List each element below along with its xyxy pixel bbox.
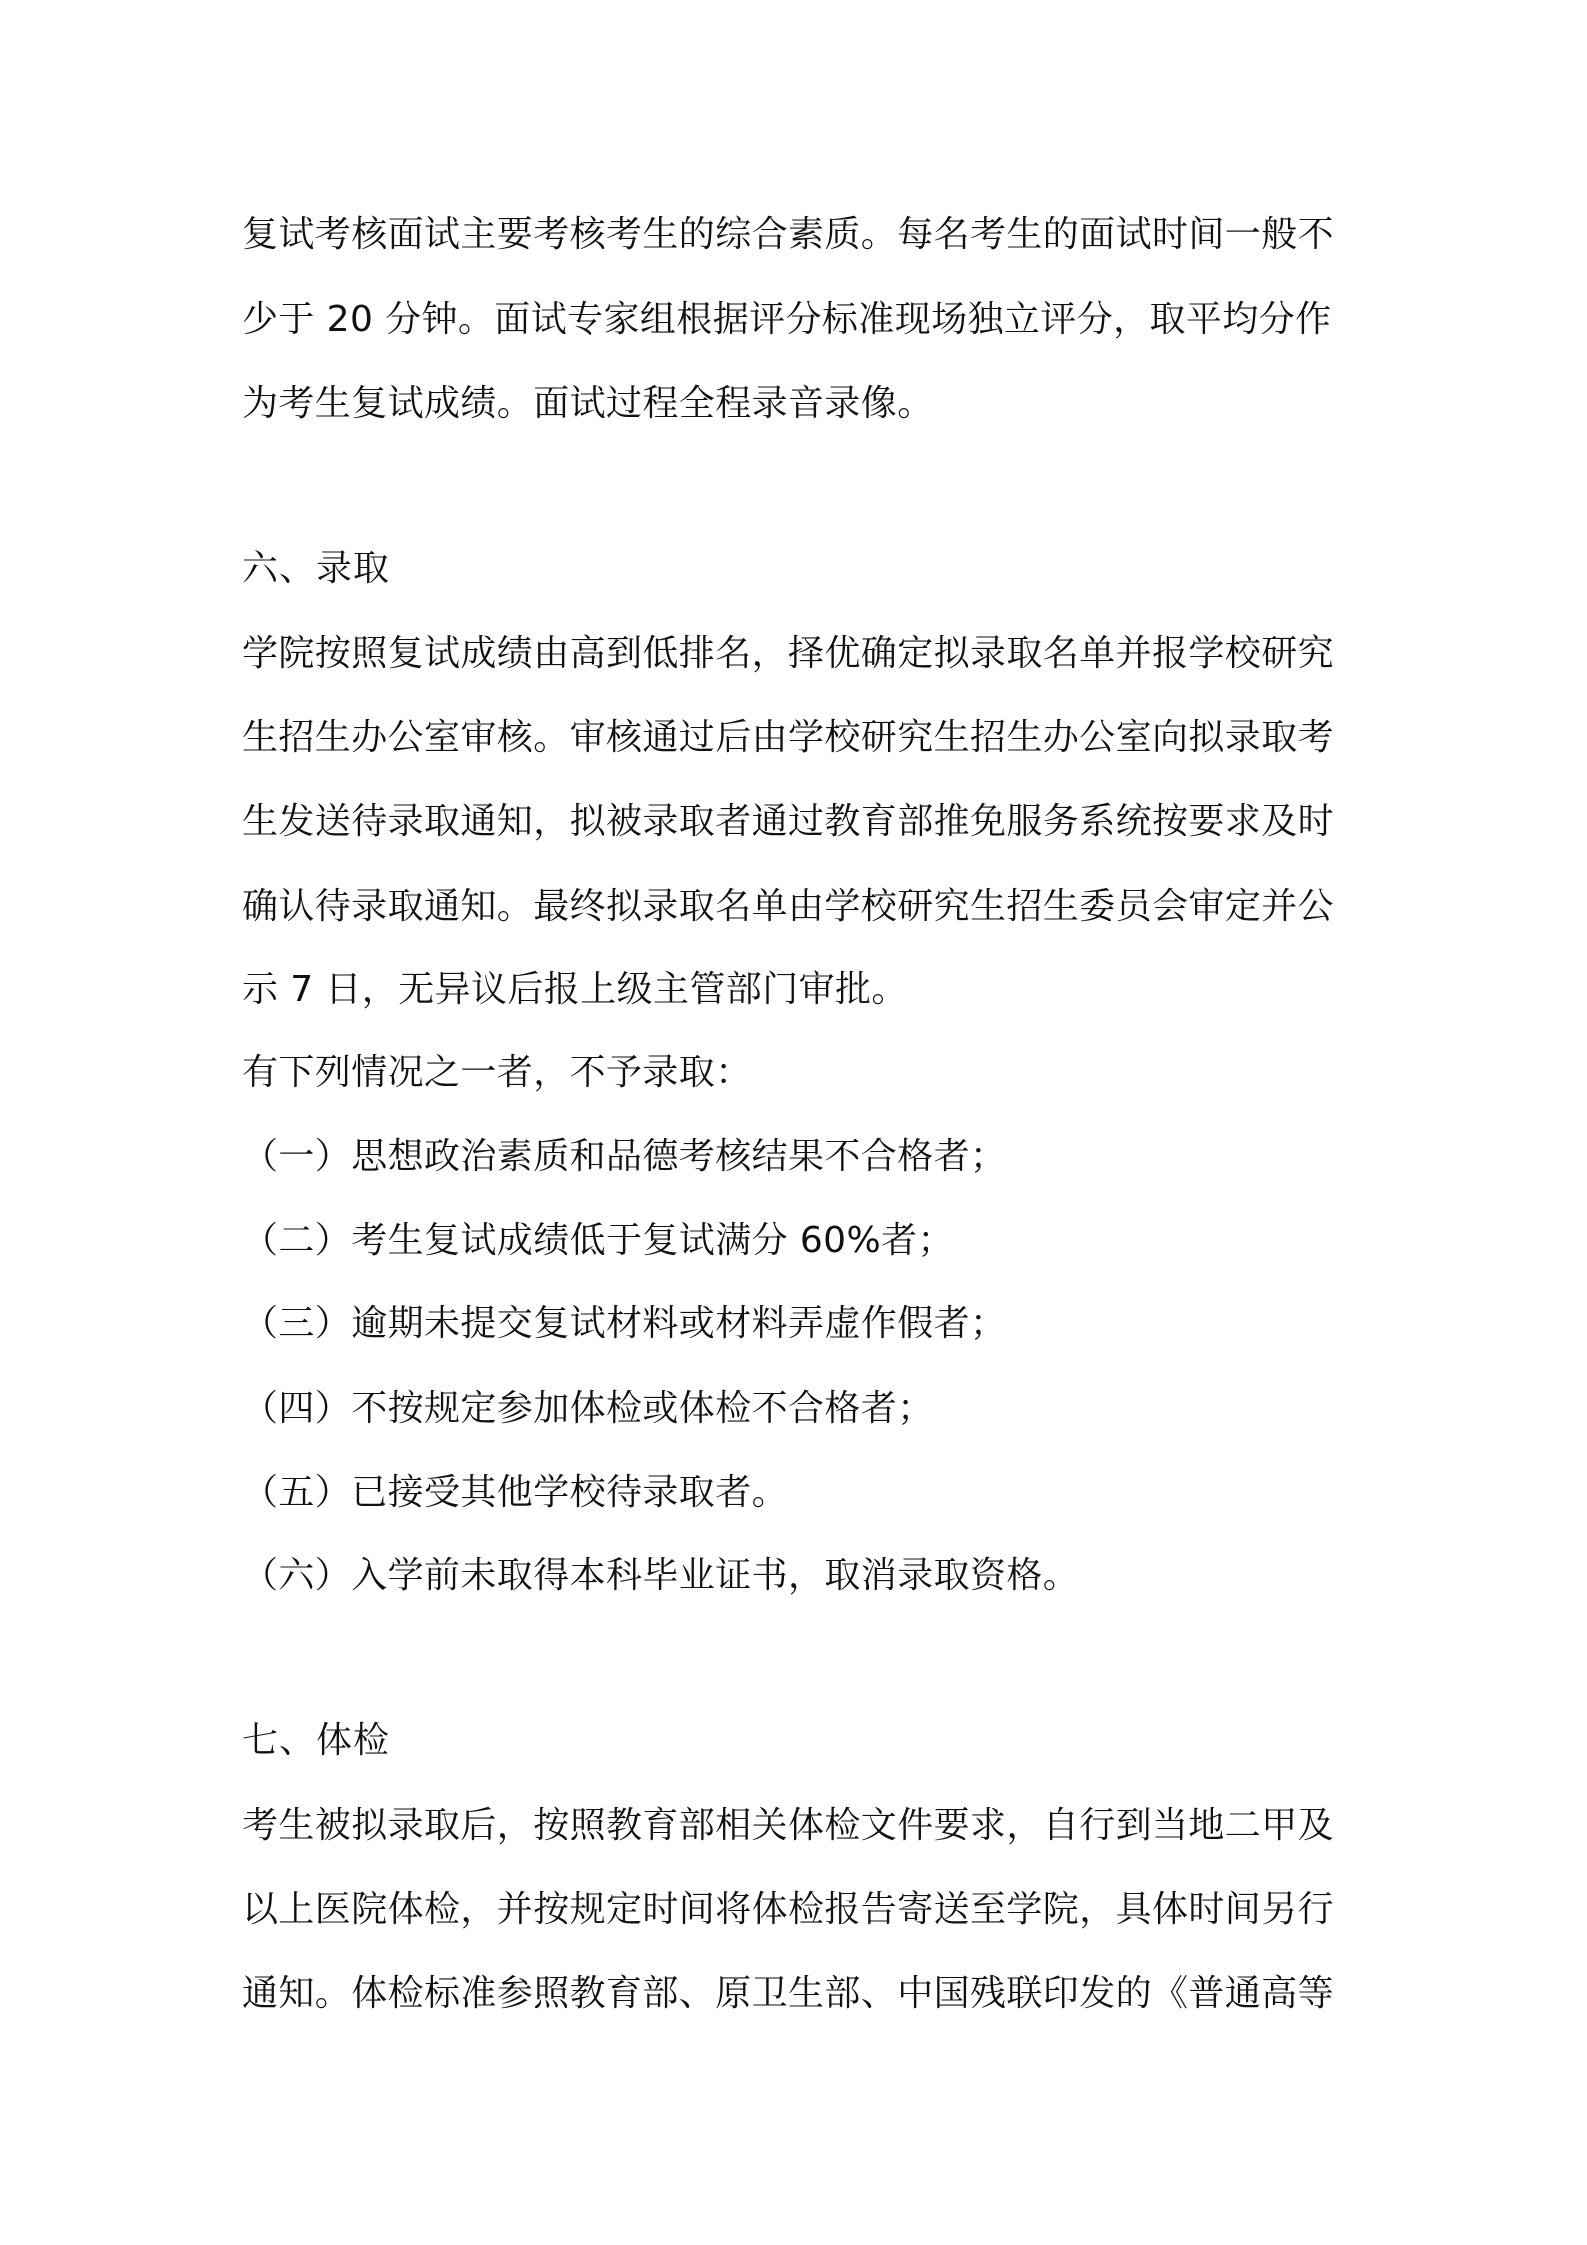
paragraph-line: 学院按照复试成绩由高到低排名，择优确定拟录取名单并报学校研究 <box>242 633 1335 674</box>
exclusion-item: （五）已接受其他学校待录取者。 <box>242 1472 789 1513</box>
paragraph-line: 确认待录取通知。最终拟录取名单由学校研究生招生委员会审定并公 <box>242 886 1335 927</box>
paragraph-line: 生发送待录取通知，拟被录取者通过教育部推免服务系统按要求及时 <box>242 801 1335 842</box>
paragraph-line: 为考生复试成绩。面试过程全程录音录像。 <box>242 383 934 424</box>
exclusion-intro: 有下列情况之一者，不予录取： <box>242 1052 752 1093</box>
exclusion-item: （二）考生复试成绩低于复试满分 60%者； <box>242 1220 954 1261</box>
paragraph-line: 考生被拟录取后，按照教育部相关体检文件要求，自行到当地二甲及 <box>242 1805 1335 1846</box>
paragraph-line: 少于 20 分钟。面试专家组根据评分标准现场独立评分，取平均分作 <box>242 299 1332 340</box>
paragraph-line: 通知。体检标准参照教育部、原卫生部、中国残联印发的《普通高等 <box>242 1973 1335 2014</box>
exclusion-item: （三）逾期未提交复试材料或材料弄虚作假者； <box>242 1303 1007 1344</box>
section-heading-medical-exam: 七、体检 <box>242 1720 391 1761</box>
paragraph-line: 以上医院体检，并按规定时间将体检报告寄送至学院，具体时间另行 <box>242 1889 1335 1930</box>
paragraph-line: 生招生办公室审核。审核通过后由学校研究生招生办公室向拟录取考 <box>242 717 1335 758</box>
paragraph-line: 复试考核面试主要考核考生的综合素质。每名考生的面试时间一般不 <box>242 214 1335 255</box>
exclusion-item: （一）思想政治素质和品德考核结果不合格者； <box>242 1136 1007 1177</box>
paragraph-line: 示 7 日，无异议后报上级主管部门审批。 <box>242 969 908 1010</box>
exclusion-item: （六）入学前未取得本科毕业证书，取消录取资格。 <box>242 1555 1080 1596</box>
exclusion-item: （四）不按规定参加体检或体检不合格者； <box>242 1388 934 1429</box>
section-heading-admission: 六、录取 <box>242 548 391 589</box>
